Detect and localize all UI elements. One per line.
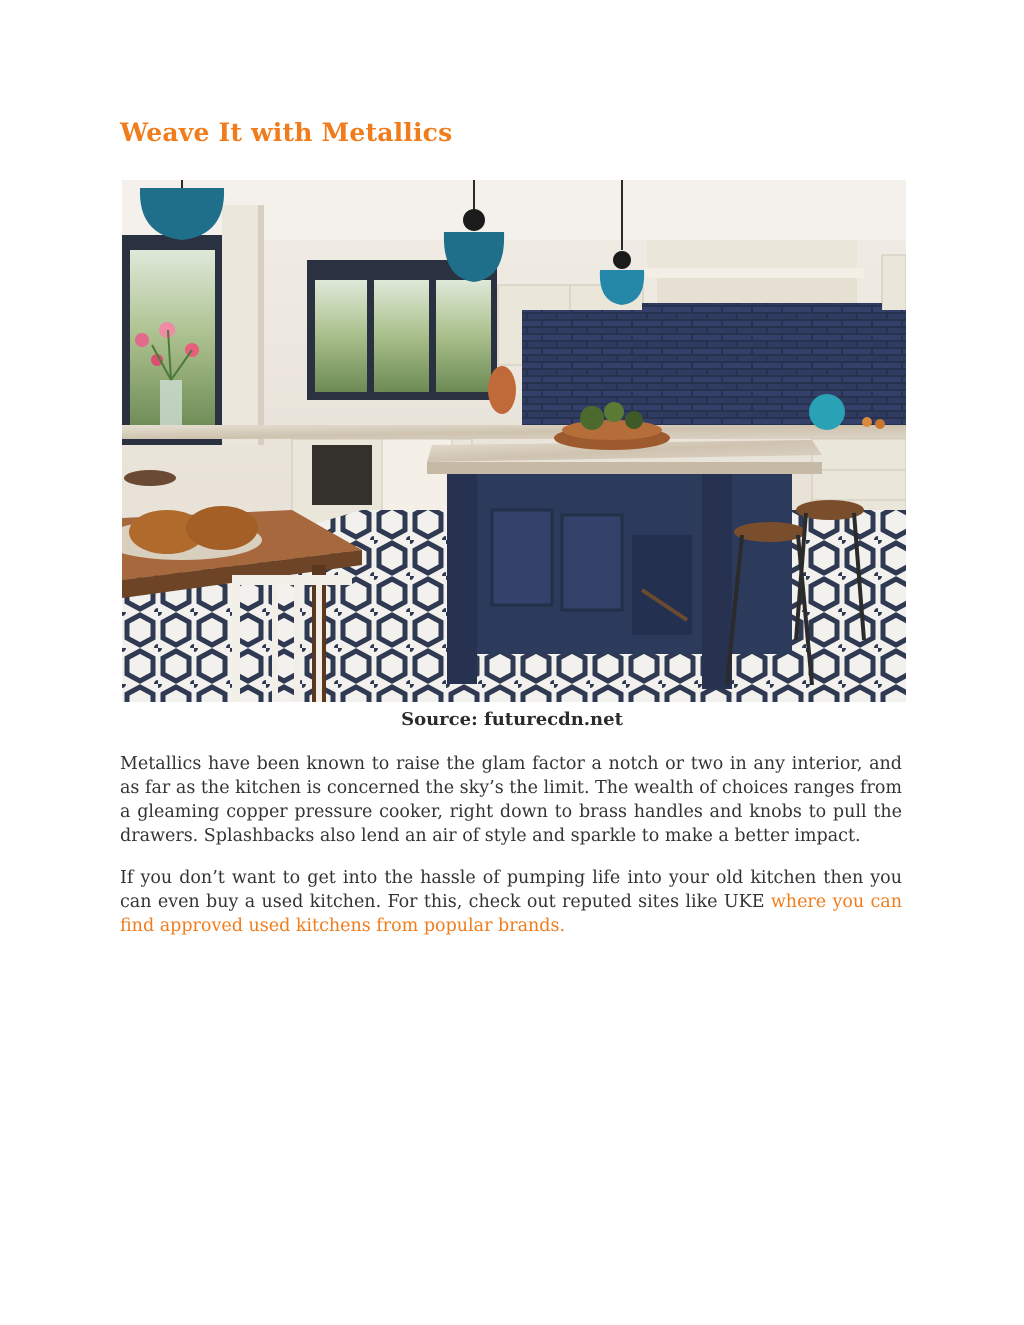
used-kitchens-link[interactable]: where you can find approved used kitchens from popular brands. [120, 892, 903, 936]
image-caption: Source: futurecdn.net [401, 709, 623, 730]
kitchen-photo [122, 180, 906, 702]
paragraph-metallics: Metallics have been known to raise the glam factor a notch or two in any interior, and as far as the kitchen is concerned the sky’s the limit. The wealth of choices ranges from a gleaming copper pressure cooker, right down to brass handles and knobs to pull the drawers. Splashbacks also lend an air of style and sparkle to make a better impact. [120, 754, 902, 846]
paragraph-used-kitchens [120, 866, 902, 938]
article-heading: Weave It with Metallics [120, 118, 453, 147]
paragraph-used-kitchens-text: If you don’t want to get into the hassle of pumping life into your old kitchen then you can even buy a used kitchen. For this, check out reputed sites like UKE [120, 868, 902, 912]
